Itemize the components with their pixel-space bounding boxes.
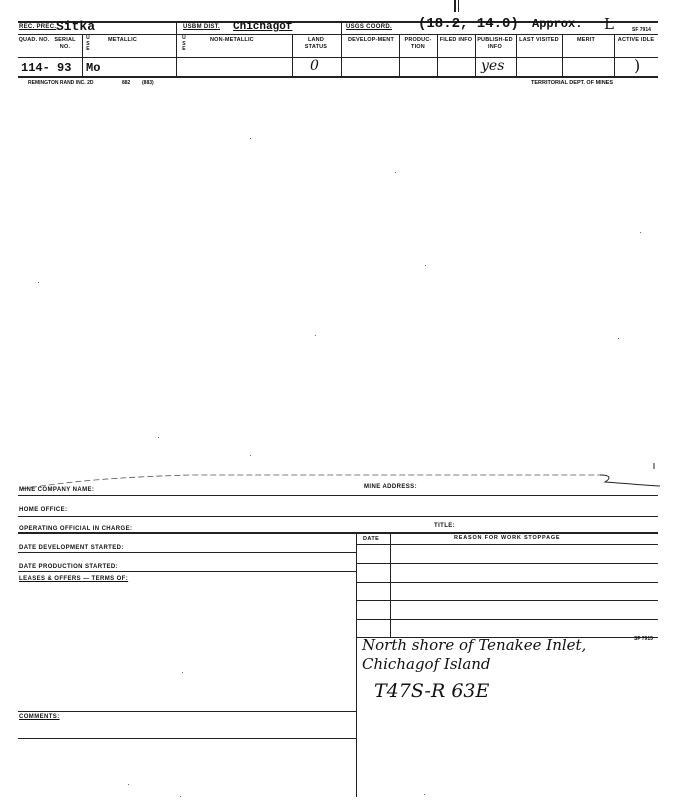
card-edge-mark [454,0,456,12]
col-published-info: PUBLISH-ED INFO [477,37,513,50]
territorial-label: TERRITORIAL DEPT. OF MINES [531,80,613,86]
mine-company-label: MINE COMPANY NAME: [19,487,95,493]
usgs-coord-value: (18.2, 14.0) [418,16,519,32]
column-header-rule [18,57,658,58]
col-divider [562,34,563,77]
col-divider [399,34,400,77]
col-merit: MERIT [576,37,596,43]
reason-col-label: REASON FOR WORK STOPPAGE [454,535,561,541]
col-use-metallic: U S E [86,35,90,52]
form-number-top: SF 7914 [632,27,651,33]
rule [356,582,658,583]
land-status-value: 0 [310,58,319,74]
usbm-dist-label: USBM DIST. [183,24,221,30]
leases-label: LEASES & OFFERS — TERMS OF: [19,576,129,582]
rule [18,516,658,517]
rule [356,619,658,620]
col-quad-no: QUAD. NO. [18,37,50,43]
speck [158,437,159,438]
col-divider [82,34,83,77]
col-serial-no: SERIAL NO. [54,37,76,50]
rule [18,571,356,572]
rule [18,532,658,534]
speck [425,265,426,266]
printer-code-2: (883) [142,80,154,86]
col-divider [292,34,293,77]
col-last-visited: LAST VISITED [519,37,559,43]
col-production: PRODUC-TION [404,37,432,50]
rule [356,600,658,601]
rec-prec-value: Sitka [56,19,96,34]
col-divider [437,34,438,77]
mine-address-label: MINE ADDRESS: [364,484,417,490]
rule [18,738,356,739]
handwritten-location-line1: North shore of Tenakee Inlet, [362,636,587,654]
date-col-label: DATE [363,536,380,542]
rule [356,544,658,545]
speck [315,335,316,336]
comments-label: COMMENTS: [19,714,60,720]
date-production-label: DATE PRODUCTION STARTED: [19,564,119,570]
col-nonmetallic: NON-METALLIC [210,37,254,43]
rule [356,563,658,564]
col-filed-info: FILED INFO [439,37,473,43]
speck [640,232,641,233]
card-edge-mark-2 [458,0,459,12]
col-divider [516,34,517,77]
card-mark: L [604,15,614,33]
published-info-value: yes [481,58,505,74]
metallic-value: Mo [86,61,101,75]
usbm-dist-value: Chichagof [233,21,293,33]
active-mark: ) [634,56,641,75]
usgs-coord-note: Approx. [532,17,583,31]
rule [18,552,356,553]
vertical-divider [356,532,357,797]
rec-prec-label: REC. PREC. [19,24,57,30]
col-divider [475,34,476,77]
col-use-nonmetallic: U S E [182,35,186,52]
speck [180,796,181,797]
quad-serial-value: 114- 93 [21,61,72,75]
rule [18,495,658,496]
col-metallic: METALLIC [108,37,137,43]
handwritten-location-line2: Chichagof Island [362,655,491,673]
speck [395,172,396,173]
col-active-idle: ACTIVE IDLE [617,37,655,43]
row-bottom-rule [18,76,658,78]
col-divider [176,21,177,77]
home-office-label: HOME OFFICE: [19,507,68,513]
date-col-divider [390,532,391,637]
printer-code: 882 [122,80,131,86]
speck [182,672,183,673]
speck [618,338,619,339]
usgs-coord-label: USGS COORD. [346,24,392,30]
speck [424,794,425,795]
col-divider [614,34,615,77]
form-number-bottom: SF 7915 [634,636,653,642]
col-development: DEVELOP-MENT [347,37,395,43]
rule [18,711,356,712]
col-divider [341,21,342,77]
operating-official-label: OPERATING OFFICIAL IN CHARGE: [19,526,133,532]
speck [128,784,129,785]
speck [38,282,39,283]
speck [250,138,251,139]
card-top-edge [0,455,678,495]
date-development-label: DATE DEVELOPMENT STARTED: [19,545,124,551]
handwritten-township-range: T47S-R 63E [374,680,490,702]
col-land-status: LAND STATUS [304,37,328,50]
printer-label: REMINGTON RAND INC. 2D [28,80,94,86]
title-label: TITLE: [434,523,456,529]
